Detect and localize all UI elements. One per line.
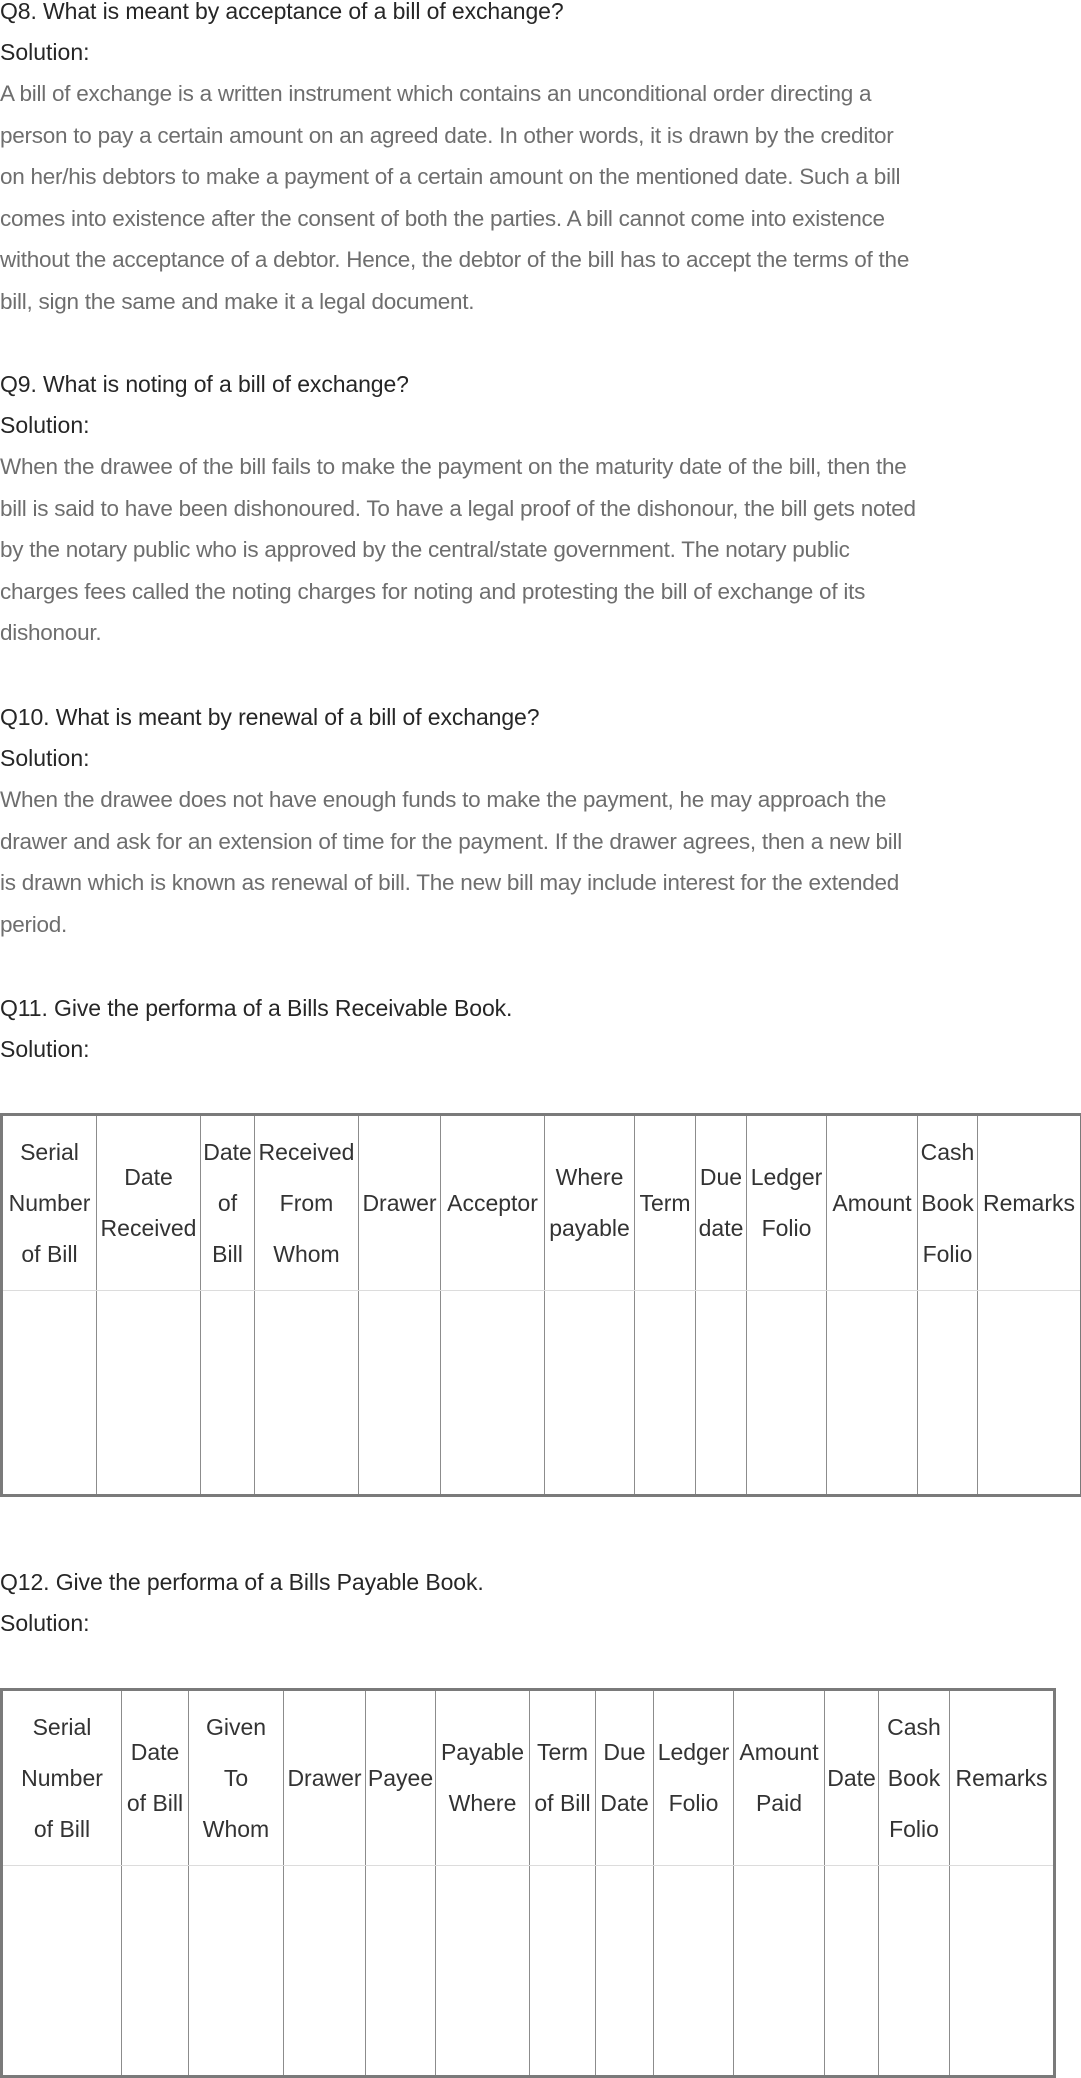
answer-line: charges fees called the noting charges for noting and protesting the bill of exchange of its xyxy=(0,571,1060,613)
header-cell-line: of Bill xyxy=(3,1229,96,1280)
table-header-cell xyxy=(359,1115,441,1291)
table-empty-cell xyxy=(635,1291,696,1496)
answer-line: bill is said to have been dishonoured. To have a legal proof of the dishonour, the bill gets noted xyxy=(0,488,1060,530)
header-cell-line: Amount xyxy=(734,1727,824,1778)
header-cell-line: Cash xyxy=(918,1127,977,1178)
bills-receivable-book-table xyxy=(0,1113,1081,1497)
header-cell-line: Bill xyxy=(201,1229,254,1280)
answer-line: When the drawee does not have enough funds to make the payment, he may approach the xyxy=(0,779,1060,821)
table-header-cell xyxy=(734,1690,825,1866)
header-cell-line: Number xyxy=(3,1178,96,1229)
header-cell-line: Drawer xyxy=(284,1753,365,1804)
question-heading: Q10. What is meant by renewal of a bill of exchange? xyxy=(0,697,1081,738)
table-header-cell xyxy=(436,1690,530,1866)
table-empty-cell xyxy=(654,1866,734,2077)
header-cell-line: of Bill xyxy=(122,1778,188,1829)
table-empty-cell xyxy=(696,1291,747,1496)
header-cell-line: Date xyxy=(97,1152,200,1203)
header-cell-line: Acceptor xyxy=(441,1178,544,1229)
table-empty-cell xyxy=(97,1291,201,1496)
table-header-cell xyxy=(654,1690,734,1866)
answer-line: drawer and ask for an extension of time for the payment. If the drawer agrees, then a new bill xyxy=(0,821,1060,863)
answer-line: comes into existence after the consent of both the parties. A bill cannot come into existence xyxy=(0,198,1060,240)
solution-label: Solution: xyxy=(0,405,1081,446)
table-empty-cell xyxy=(734,1866,825,2077)
header-cell-line: Payee xyxy=(366,1753,435,1804)
table-header-cell xyxy=(366,1690,436,1866)
answer-line: person to pay a certain amount on an agreed date. In other words, it is drawn by the creditor xyxy=(0,115,1060,157)
header-cell-line: Serial xyxy=(3,1702,121,1753)
question-block-q8 xyxy=(0,0,1081,322)
table-empty-cell xyxy=(284,1866,366,2077)
solution-label: Solution: xyxy=(0,1029,1081,1070)
answer-line: A bill of exchange is a written instrument which contains an unconditional order directing a xyxy=(0,73,1060,115)
header-cell-line: Cash xyxy=(879,1702,949,1753)
header-cell-line: Ledger xyxy=(654,1727,733,1778)
header-cell-line: To xyxy=(189,1753,283,1804)
table-empty-cell xyxy=(747,1291,827,1496)
table-empty-cell xyxy=(879,1866,950,2077)
header-cell-line: Date xyxy=(596,1778,653,1829)
table-header-cell xyxy=(284,1690,366,1866)
table-header-cell xyxy=(825,1690,879,1866)
table-header-row xyxy=(2,1115,1081,1291)
table-empty-cell xyxy=(201,1291,255,1496)
table-header-cell xyxy=(918,1115,978,1291)
solution-label: Solution: xyxy=(0,32,1081,73)
header-cell-line: Folio xyxy=(918,1229,977,1280)
header-cell-line: Term xyxy=(635,1178,695,1229)
header-cell-line: of Bill xyxy=(3,1804,121,1855)
table-empty-cell xyxy=(596,1866,654,2077)
bills-payable-book-table xyxy=(0,1688,1056,2078)
table-empty-cell xyxy=(441,1291,545,1496)
header-cell-line: Amount xyxy=(827,1178,917,1229)
header-cell-line: Term xyxy=(530,1727,595,1778)
table-empty-cell xyxy=(2,1866,122,2077)
header-cell-line: Whom xyxy=(189,1804,283,1855)
answer-line: bill, sign the same and make it a legal document. xyxy=(0,281,1060,323)
answer-text xyxy=(0,779,1060,945)
header-cell-line: Folio xyxy=(879,1804,949,1855)
header-cell-line: Folio xyxy=(654,1778,733,1829)
question-heading: Q12. Give the performa of a Bills Payable Book. xyxy=(0,1562,1081,1603)
answer-text xyxy=(0,446,1060,654)
table-empty-cell xyxy=(255,1291,359,1496)
header-cell-line: Due xyxy=(596,1727,653,1778)
header-cell-line: of xyxy=(201,1178,254,1229)
table-empty-cell xyxy=(950,1866,1055,2077)
header-cell-line: Received xyxy=(255,1127,358,1178)
table-empty-cell xyxy=(978,1291,1081,1496)
table-empty-cell xyxy=(359,1291,441,1496)
answer-line: dishonour. xyxy=(0,612,1060,654)
question-heading: Q9. What is noting of a bill of exchange? xyxy=(0,364,1081,405)
solution-label: Solution: xyxy=(0,1603,1081,1644)
table-empty-cell xyxy=(545,1291,635,1496)
answer-line: by the notary public who is approved by the central/state government. The notary public xyxy=(0,529,1060,571)
header-cell-line: of Bill xyxy=(530,1778,595,1829)
answer-line: without the acceptance of a debtor. Hence, the debtor of the bill has to accept the terms of the xyxy=(0,239,1060,281)
table-header-cell xyxy=(201,1115,255,1291)
question-block-q10 xyxy=(0,697,1081,945)
header-cell-line: Paid xyxy=(734,1778,824,1829)
header-cell-line: Ledger xyxy=(747,1152,826,1203)
header-cell-line: payable xyxy=(545,1203,634,1254)
table-empty-cell xyxy=(122,1866,189,2077)
table-header-cell xyxy=(879,1690,950,1866)
table-empty-row xyxy=(2,1866,1055,2077)
table-header-cell xyxy=(2,1690,122,1866)
answer-line: on her/his debtors to make a payment of a certain amount on the mentioned date. Such a bill xyxy=(0,156,1060,198)
table-header-cell xyxy=(255,1115,359,1291)
header-cell-line: Where xyxy=(545,1152,634,1203)
table-header-cell xyxy=(545,1115,635,1291)
table-header-cell xyxy=(696,1115,747,1291)
table-empty-row xyxy=(2,1291,1081,1496)
header-cell-line: From xyxy=(255,1178,358,1229)
table-header-cell xyxy=(596,1690,654,1866)
table-empty-cell xyxy=(825,1866,879,2077)
table-header-cell xyxy=(827,1115,918,1291)
header-cell-line: Serial xyxy=(3,1127,96,1178)
header-cell-line: Date xyxy=(122,1727,188,1778)
table-header-cell xyxy=(97,1115,201,1291)
header-cell-line: Where xyxy=(436,1778,529,1829)
table-empty-cell xyxy=(918,1291,978,1496)
table-empty-cell xyxy=(2,1291,97,1496)
table-empty-cell xyxy=(827,1291,918,1496)
header-cell-line: Date xyxy=(201,1127,254,1178)
table-header-row xyxy=(2,1690,1055,1866)
header-cell-line: Folio xyxy=(747,1203,826,1254)
header-cell-line: Given xyxy=(189,1702,283,1753)
table-empty-cell xyxy=(436,1866,530,2077)
question-heading: Q8. What is meant by acceptance of a bill of exchange? xyxy=(0,0,1081,32)
header-cell-line: Whom xyxy=(255,1229,358,1280)
header-cell-line: Drawer xyxy=(359,1178,440,1229)
answer-line: When the drawee of the bill fails to make the payment on the maturity date of the bill, then the xyxy=(0,446,1060,488)
table-header-cell xyxy=(530,1690,596,1866)
header-cell-line: Due xyxy=(696,1152,746,1203)
table-header-cell xyxy=(950,1690,1055,1866)
table-empty-cell xyxy=(366,1866,436,2077)
table-header-cell xyxy=(2,1115,97,1291)
table-header-cell xyxy=(122,1690,189,1866)
header-cell-line: Remarks xyxy=(950,1753,1053,1804)
header-cell-line: Remarks xyxy=(978,1178,1080,1229)
answer-text xyxy=(0,73,1060,322)
header-cell-line: date xyxy=(696,1203,746,1254)
table-header-cell xyxy=(747,1115,827,1291)
solution-label: Solution: xyxy=(0,738,1081,779)
question-block-q11 xyxy=(0,988,1081,1070)
question-block-q9 xyxy=(0,364,1081,654)
header-cell-line: Book xyxy=(879,1753,949,1804)
table-header-cell xyxy=(441,1115,545,1291)
table-empty-cell xyxy=(189,1866,284,2077)
table-header-cell xyxy=(635,1115,696,1291)
answer-line: period. xyxy=(0,904,1060,946)
table-header-cell xyxy=(189,1690,284,1866)
header-cell-line: Received xyxy=(97,1203,200,1254)
header-cell-line: Number xyxy=(3,1753,121,1804)
header-cell-line: Book xyxy=(918,1178,977,1229)
table-header-cell xyxy=(978,1115,1081,1291)
table-empty-cell xyxy=(530,1866,596,2077)
question-block-q12 xyxy=(0,1562,1081,1644)
header-cell-line: Date xyxy=(825,1753,878,1804)
question-heading: Q11. Give the performa of a Bills Receivable Book. xyxy=(0,988,1081,1029)
answer-line: is drawn which is known as renewal of bill. The new bill may include interest for the extended xyxy=(0,862,1060,904)
header-cell-line: Payable xyxy=(436,1727,529,1778)
